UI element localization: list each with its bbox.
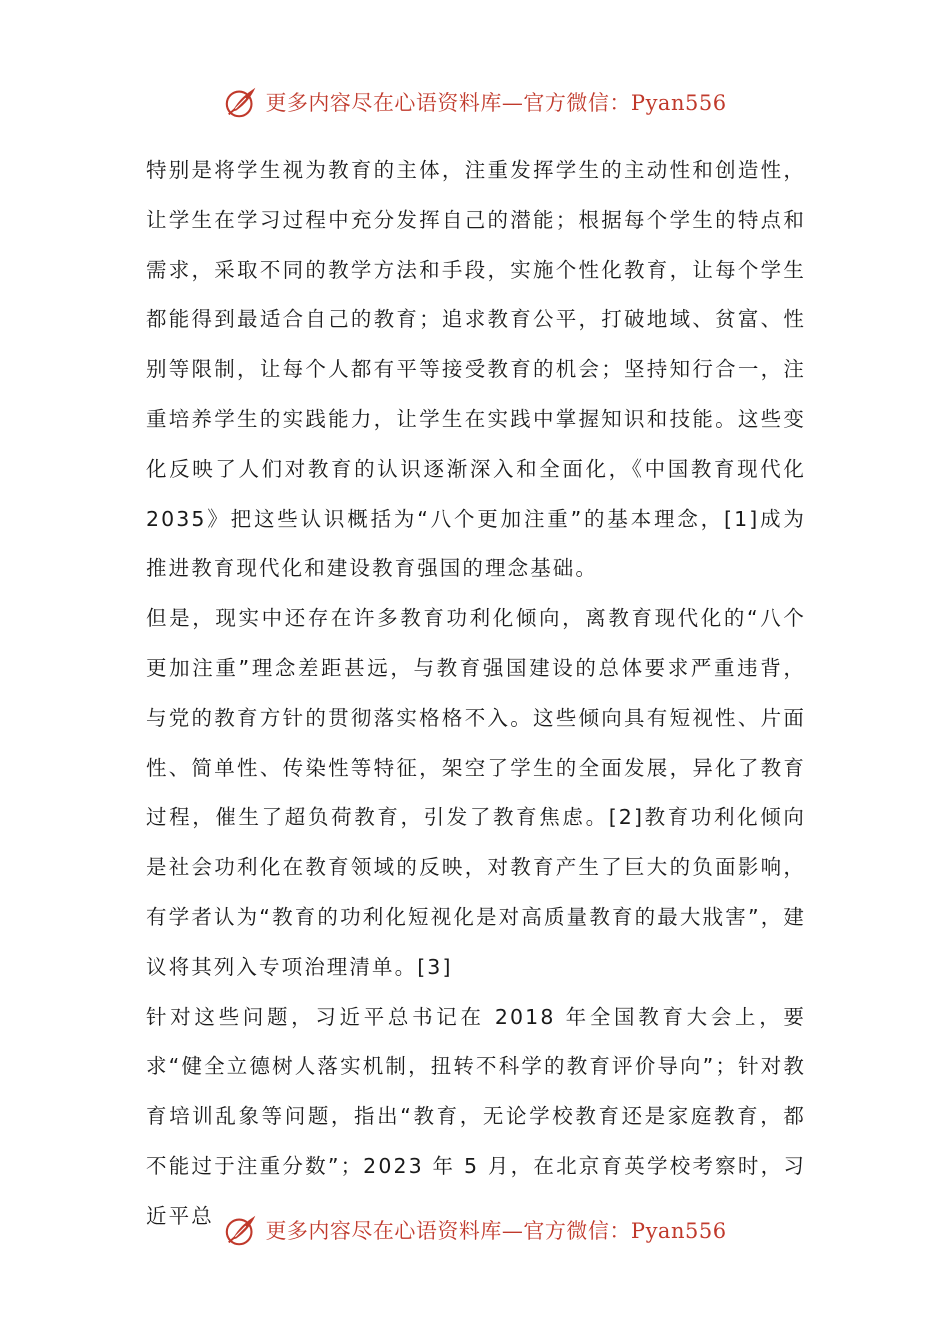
footer-banner-text: 更多内容尽在心语资料库—官方微信：Pyan556 [265, 1219, 727, 1243]
header-banner-text: 更多内容尽在心语资料库—官方微信：Pyan556 [265, 91, 727, 115]
document-body [146, 146, 806, 1242]
header-banner [0, 82, 950, 122]
footer-banner [0, 1210, 950, 1250]
quill-pen-logo-icon [223, 83, 261, 121]
quill-pen-logo-icon [223, 1211, 261, 1249]
paragraph-1: 特别是将学生视为教育的主体，注重发挥学生的主动性和创造性，让学生在学习过程中充分发挥自己的潜能；根据每个学生的特点和需求，采取不同的教学方法和手段，实施个性化教育，让每个学生都能得到最适合自己的教育；追求教育公平，打破地域、贫富、性别等限制，让每个人都有平等接受教育的机会；坚持知行合一，注重培养学生的实践能力，让学生在实践中掌握知识和技能。这些变化反映了人们对教育的认识逐渐深入和全面化，《中国教育现代化2035》把这些认识概括为“八个更加注重”的基本理念，[1]成为推进教育现代化和建设教育强国的理念基础。 [146, 158, 806, 581]
paragraph-3: 针对这些问题，习近平总书记在 2018 年全国教育大会上，要求“健全立德树人落实机制，扭转不科学的教育评价导向”；针对教育培训乱象等问题，指出“教育，无论学校教育还是家庭教育，都不能过于注重分数”；2023 年 5 月，在北京育英学校考察时，习近平总 [146, 1004, 806, 1228]
paragraph-2: 但是，现实中还存在许多教育功利化倾向，离教育现代化的“八个更加注重”理念差距甚远，与教育强国建设的总体要求严重违背，与党的教育方针的贯彻落实格格不入。这些倾向具有短视性、片面性、简单性、传染性等特征，架空了学生的全面发展，异化了教育过程，催生了超负荷教育，引发了教育焦虑。[2]教育功利化倾向是社会功利化在教育领域的反映，对教育产生了巨大的负面影响，有学者认为“教育的功利化短视化是对高质量教育的最大戕害”，建议将其列入专项治理清单。[3] [146, 606, 806, 979]
